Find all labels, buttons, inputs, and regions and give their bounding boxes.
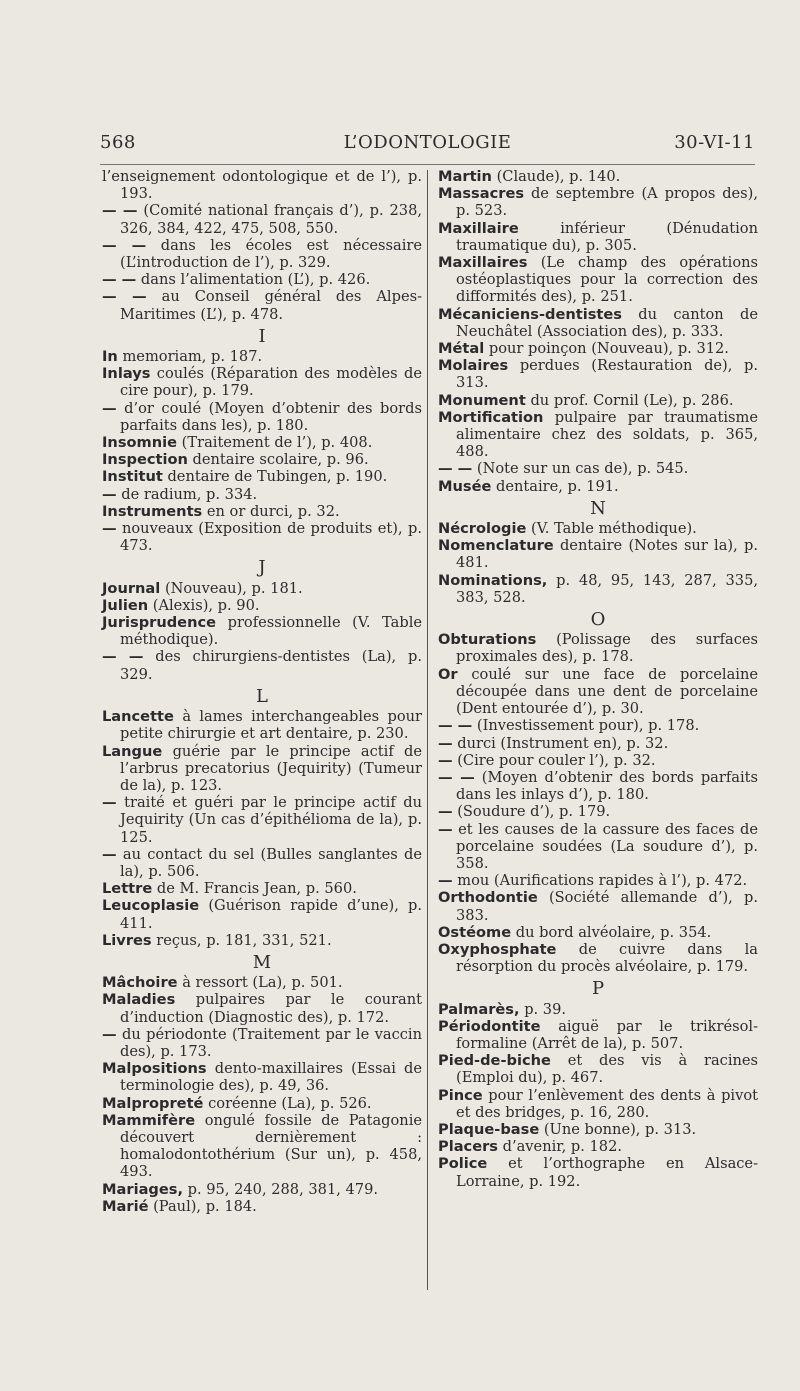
- entry-text: reçus, p. 181, 331, 521.: [156, 931, 332, 949]
- entry-text: au Conseil général des Alpes-Maritimes (L’), p. 478.: [120, 288, 423, 323]
- entry-head: Julien: [102, 596, 149, 614]
- index-entry: [438, 306, 758, 340]
- entry-text: de M. Francis Jean, p. 560.: [156, 880, 357, 898]
- index-entry: [438, 254, 758, 306]
- index-entry: [102, 486, 422, 503]
- entry-head: Nominations,: [438, 571, 548, 589]
- entry-text: de cuivre dans la résorption du procès alvéolaire, p. 179.: [456, 940, 758, 976]
- index-entry: [102, 794, 422, 846]
- issue-date: 30-VI-11: [674, 132, 755, 153]
- entry-head: Langue: [102, 742, 163, 760]
- entry-head: Pince: [438, 1086, 483, 1104]
- entry-head: Or: [438, 665, 458, 683]
- index-entry: [102, 400, 422, 434]
- entry-head: Institut: [102, 468, 163, 486]
- entry-text: (Moyen d’obtenir des bords parfaits dans les inlays d’), p. 180.: [456, 768, 758, 804]
- entry-head: Orthodontie: [438, 889, 538, 907]
- index-entry: [438, 168, 758, 185]
- index-entry: [438, 409, 758, 461]
- entry-head: Insomnie: [102, 434, 178, 452]
- entry-text: du périodonte (Traitement par le vaccin des), p. 173.: [120, 1025, 422, 1060]
- entry-head: Palmarès,: [438, 1000, 520, 1018]
- entry-text: (Traitement de l’), p. 408.: [181, 434, 373, 452]
- entry-head: Inspection: [102, 451, 188, 469]
- entry-text: du prof. Cornil (Le), p. 286.: [530, 391, 734, 409]
- index-entry: [438, 769, 758, 803]
- entry-text: (V. Table méthodique).: [531, 520, 697, 538]
- index-entry: [102, 1060, 422, 1094]
- entry-text: (Une bonne), p. 313.: [543, 1120, 697, 1138]
- entry-head: —: [438, 751, 453, 769]
- index-entry: [102, 237, 422, 271]
- entry-head: — —: [438, 460, 473, 478]
- entry-text: (Le champ des opérations ostéoplastiques pour la correction des difformités des), p. 251.: [456, 254, 758, 306]
- index-entry: [438, 666, 758, 718]
- index-entry: [102, 1095, 422, 1112]
- entry-head: —: [102, 485, 117, 503]
- entry-head: Marié: [102, 1197, 149, 1215]
- entry-head: Livres: [102, 931, 152, 949]
- entry-head: —: [102, 520, 117, 538]
- index-entry: [438, 1001, 758, 1018]
- index-entry: [438, 821, 758, 873]
- entry-text: pour l’enlèvement des dents à pivot et des bridges, p. 16, 280.: [456, 1086, 758, 1121]
- entry-head: —: [102, 845, 117, 863]
- entry-head: —: [438, 803, 453, 821]
- entry-text: de septembre (A propos des), p. 523.: [456, 185, 759, 220]
- entry-text: dentaire scolaire, p. 96.: [192, 451, 369, 469]
- entry-head: —: [102, 1025, 117, 1043]
- section-letter: N: [590, 497, 606, 519]
- left-column: [102, 168, 422, 1215]
- index-entry: [438, 1121, 758, 1138]
- entry-head: Lancette: [102, 708, 174, 726]
- entry-head: Massacres: [438, 185, 525, 203]
- index-entry: [438, 752, 758, 769]
- index-entry: [438, 1018, 758, 1052]
- index-entry: [438, 572, 758, 606]
- entry-text: d’or coulé (Moyen d’obtenir des bords parfaits dans les), p. 180.: [120, 399, 422, 434]
- index-entry: [102, 271, 422, 288]
- index-entry: [438, 1087, 758, 1121]
- index-entry: [102, 932, 422, 949]
- entry-text: et les causes de la cassure des faces de porcelaine soudées (La soudure d’), p. 358.: [456, 820, 758, 872]
- entry-head: — —: [102, 236, 147, 254]
- index-entry: [102, 708, 422, 742]
- entry-text: professionnelle (V. Table méthodique).: [120, 614, 422, 649]
- running-title: L’ODONTOLOGIE: [343, 132, 512, 153]
- entry-head: Maxillaires: [438, 254, 528, 272]
- entry-text: (Polissage des surfaces proximales des), p. 178.: [456, 631, 758, 666]
- entry-text: traité et guéri par le principe actif du Jequirity (Un cas d’épithélioma de la), p. 125.: [120, 794, 423, 846]
- index-entry: [438, 340, 758, 357]
- entry-text: du bord alvéolaire, p. 354.: [515, 923, 712, 941]
- entry-head: Oxyphosphate: [438, 940, 557, 958]
- entry-text: pulpaires par le courant d’induction (Diagnostic des), p. 172.: [120, 991, 423, 1026]
- index-entry: [438, 460, 758, 477]
- entry-head: Molaires: [438, 357, 509, 375]
- index-entry: [438, 1052, 758, 1086]
- entry-text: à lames interchangeables pour petite chirurgie et art dentaire, p. 230.: [120, 708, 422, 743]
- entry-text: guérie par le principe actif de l’arbrus precatorius (Jequirity) (Tumeur de la), p. 123.: [120, 742, 422, 794]
- entry-text: des chirurgiens-dentistes (La), p. 329.: [120, 648, 422, 683]
- entry-text: (Société allemande d’), p. 383.: [456, 889, 758, 924]
- entry-head: Nomenclature: [438, 537, 554, 555]
- index-entry: [102, 520, 422, 554]
- entry-text: memoriam, p. 187.: [122, 348, 263, 366]
- index-entry: [102, 348, 422, 365]
- index-entry: [102, 451, 422, 468]
- index-entry: [102, 580, 422, 597]
- entry-head: Mammifère: [102, 1111, 196, 1129]
- index-entry: [102, 614, 422, 648]
- entry-head: Inlays: [102, 365, 151, 383]
- entry-text: coréenne (La), p. 526.: [208, 1094, 372, 1112]
- index-entry: [102, 202, 422, 236]
- entry-text: (Soudure d’), p. 179.: [457, 803, 611, 821]
- entry-text: coulé sur une face de porcelaine découpée dans une dent de porcelaine (Dent entourée d’), p. 30.: [456, 665, 758, 718]
- index-entry: [102, 365, 422, 399]
- entry-text: de radium, p. 334.: [121, 485, 258, 503]
- entry-text: (Comité national français d’), p. 238, 326, 384, 422, 475, 508, 550.: [120, 202, 422, 237]
- entry-text: dento-maxillaires (Essai de terminologie des), p. 49, 36.: [120, 1060, 422, 1095]
- entry-text: dentaire de Tubingen, p. 190.: [167, 468, 388, 486]
- entry-text: aiguë par le trikrésol-formaline (Arrêt de la), p. 507.: [456, 1017, 758, 1052]
- entry-text: p. 95, 240, 288, 381, 479.: [187, 1180, 379, 1198]
- index-entry: [102, 1112, 422, 1181]
- index-entry: [102, 168, 422, 202]
- index-entry: [102, 1198, 422, 1215]
- entry-head: — —: [438, 717, 473, 735]
- index-entry: [438, 220, 758, 254]
- entry-head: Périodontite: [438, 1017, 541, 1035]
- index-entry: [438, 717, 758, 734]
- entry-head: —: [438, 734, 453, 752]
- entry-head: —: [438, 820, 453, 838]
- index-entry: [102, 991, 422, 1025]
- entry-head: Malpropreté: [102, 1094, 204, 1112]
- index-entry: [438, 872, 758, 889]
- index-entry: [438, 889, 758, 923]
- entry-text: pour poinçon (Nouveau), p. 312.: [488, 340, 729, 358]
- index-entry: [102, 743, 422, 795]
- entry-text: (Paul), p. 184.: [153, 1197, 257, 1215]
- entry-text: (Investissement pour), p. 178.: [476, 717, 700, 735]
- entry-text: (Note sur un cas de), p. 545.: [476, 460, 689, 478]
- index-entry: [102, 648, 422, 682]
- entry-head: — —: [438, 768, 475, 786]
- entry-text: à ressort (La), p. 501.: [182, 974, 343, 992]
- entry-head: Placers: [438, 1138, 498, 1156]
- index-entry: [102, 288, 422, 322]
- entry-text: (Claude), p. 140.: [496, 168, 621, 185]
- entry-text: et l’orthographe en Alsace-Lorraine, p. 192.: [456, 1155, 759, 1190]
- index-entry: [438, 478, 758, 495]
- entry-head: — —: [102, 288, 147, 306]
- entry-text: dans l’alimentation (L’), p. 426.: [140, 271, 371, 289]
- entry-text: pulpaire par traumatisme alimentaire chez des soldats, p. 365, 488.: [456, 408, 758, 461]
- entry-text: d’avenir, p. 182.: [502, 1138, 623, 1156]
- index-entry: [102, 1026, 422, 1060]
- entry-head: Lettre: [102, 880, 153, 898]
- entry-text: (Nouveau), p. 181.: [164, 579, 303, 597]
- entry-text: durci (Instrument en), p. 32.: [457, 734, 669, 752]
- index-entry: [102, 434, 422, 451]
- entry-text: p. 39.: [524, 1000, 567, 1018]
- entry-text: dentaire, p. 191.: [496, 477, 619, 495]
- entry-text: l’enseignement odontologique et de l’), p. 193.: [102, 168, 422, 203]
- entry-text: mou (Aurifications rapides à l’), p. 472.: [457, 872, 748, 890]
- entry-head: —: [102, 794, 117, 812]
- entry-text: inférieur (Dénudation traumatique du), p. 305.: [456, 219, 758, 254]
- entry-head: — —: [102, 202, 138, 220]
- index-entry: [102, 503, 422, 520]
- section-letter: M: [252, 951, 272, 973]
- entry-head: In: [102, 348, 118, 366]
- index-entry: [438, 357, 758, 391]
- entry-head: Martin: [438, 168, 492, 185]
- entry-text: du canton de Neuchâtel (Association des), p. 333.: [456, 305, 758, 340]
- index-entry: [438, 924, 758, 941]
- index-entry: [438, 392, 758, 409]
- column-divider: [427, 170, 428, 1290]
- entry-text: (Alexis), p. 90.: [152, 596, 260, 614]
- header-rule: [100, 164, 755, 165]
- entry-head: Police: [438, 1155, 488, 1173]
- entry-text: dentaire (Notes sur la), p. 481.: [456, 537, 758, 572]
- entry-head: Maladies: [102, 991, 176, 1009]
- page-header: [100, 132, 755, 158]
- index-entry: [438, 537, 758, 571]
- index-entry: [102, 897, 422, 931]
- entry-text: coulés (Réparation des modèles de cire pour), p. 179.: [120, 365, 423, 400]
- section-letter: I: [258, 325, 266, 347]
- entry-text: p. 48, 95, 143, 287, 335, 383, 528.: [456, 571, 759, 606]
- entry-head: Mariages,: [102, 1180, 183, 1198]
- entry-head: Monument: [438, 391, 526, 409]
- entry-text: et des vis à racines (Emploi du), p. 467.: [456, 1052, 759, 1087]
- index-entry: [438, 185, 758, 219]
- entry-head: Obturations: [438, 631, 537, 649]
- page-number: 568: [100, 132, 136, 153]
- entry-head: Mâchoire: [102, 974, 178, 992]
- index-entry: [438, 631, 758, 665]
- entry-text: (Cire pour couler l’), p. 32.: [457, 751, 656, 769]
- entry-head: Journal: [102, 579, 161, 597]
- index-entry: [102, 597, 422, 614]
- entry-text: ongulé fossile de Patagonie découvert dernièrement : homalodontothérium (Sur un), p. 458, 493.: [120, 1111, 422, 1181]
- index-entry: [102, 974, 422, 991]
- index-entry: [102, 468, 422, 485]
- entry-text: en or durci, p. 32.: [206, 502, 340, 520]
- entry-text: au contact du sel (Bulles sanglantes de la), p. 506.: [120, 845, 423, 880]
- entry-head: Musée: [438, 477, 492, 495]
- entry-head: —: [102, 399, 117, 417]
- section-letter: P: [591, 978, 605, 1000]
- entry-head: —: [438, 872, 453, 890]
- entry-text: perdues (Restauration de), p. 313.: [456, 357, 759, 392]
- index-entry: [438, 1155, 758, 1189]
- entry-head: Nécrologie: [438, 520, 527, 538]
- entry-head: Ostéome: [438, 923, 512, 941]
- entry-head: Métal: [438, 340, 485, 358]
- index-entry: [102, 1181, 422, 1198]
- index-entry: [438, 520, 758, 537]
- index-entry: [102, 846, 422, 880]
- entry-head: Leucoplasie: [102, 897, 200, 915]
- entry-text: nouveaux (Exposition de produits et), p. 473.: [120, 520, 423, 555]
- index-entry: [438, 735, 758, 752]
- entry-head: Mécaniciens-dentistes: [438, 305, 622, 323]
- entry-head: Instruments: [102, 502, 203, 520]
- entry-head: Jurisprudence: [102, 614, 217, 632]
- section-letter: L: [256, 685, 268, 707]
- right-column: [438, 168, 758, 1190]
- index-entry: [438, 941, 758, 975]
- entry-text: (Guérison rapide d’une), p. 411.: [120, 897, 422, 932]
- entry-head: Malpositions: [102, 1060, 207, 1078]
- entry-head: Plaque-base: [438, 1120, 540, 1138]
- entry-head: Pied-de-biche: [438, 1052, 551, 1070]
- entry-head: — —: [102, 648, 144, 666]
- entry-text: dans les écoles est nécessaire (L’introduction de l’), p. 329.: [120, 236, 422, 272]
- index-entry: [438, 1138, 758, 1155]
- index-entry: [438, 803, 758, 820]
- entry-head: Mortification: [438, 408, 544, 426]
- index-entry: [102, 880, 422, 897]
- section-letter: O: [590, 609, 606, 631]
- entry-head: — —: [102, 271, 137, 289]
- entry-head: Maxillaire: [438, 219, 519, 237]
- section-letter: J: [258, 557, 266, 579]
